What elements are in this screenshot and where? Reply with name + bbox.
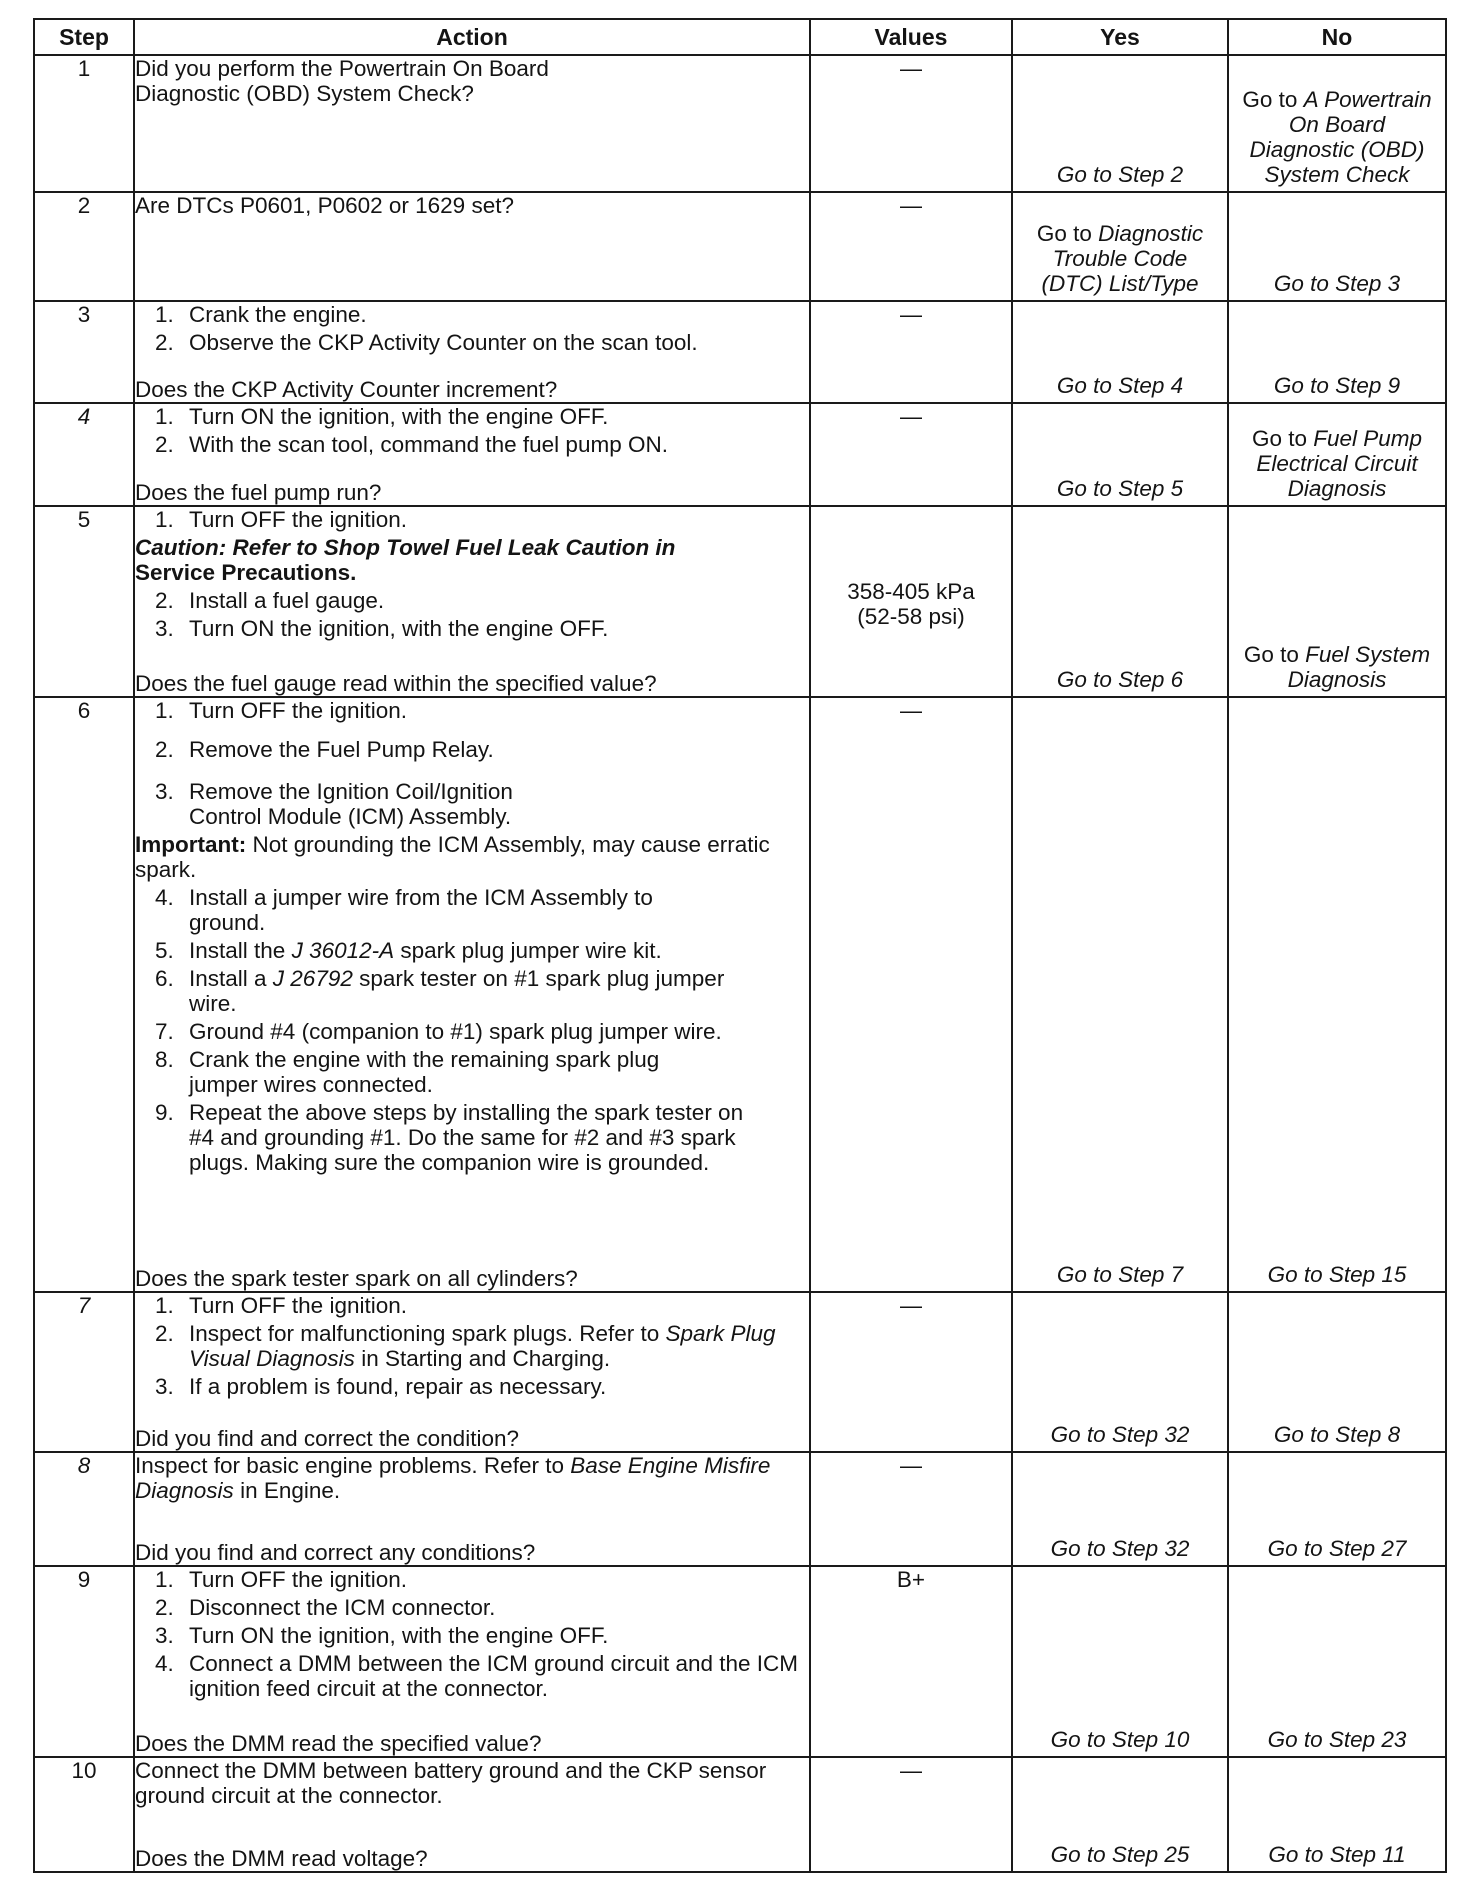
- yes-cell: [1012, 55, 1228, 192]
- header-action: Action: [134, 19, 810, 55]
- value-dash: —: [900, 301, 922, 327]
- action-cell: [134, 697, 810, 1292]
- list-item: [135, 1595, 809, 1620]
- no-text: [1229, 87, 1445, 187]
- item-text: [189, 966, 729, 1016]
- action-text: Are DTCs P0601, P0602 or 1629 set?: [135, 192, 514, 218]
- important-text: Not grounding the ICM Assembly, may cause erratic spark.: [135, 832, 770, 883]
- item-text-part: Install a: [189, 966, 273, 992]
- step-number: 9: [34, 1566, 134, 1757]
- no-text: Go to Step 23: [1267, 1727, 1407, 1753]
- value-dash: —: [900, 56, 922, 81]
- table-row-step-5: [34, 506, 1446, 697]
- no-text: Go to Step 8: [1273, 1421, 1401, 1447]
- question-text: Did you find and correct the condition?: [135, 1425, 519, 1451]
- item-text: Turn OFF the ignition.: [189, 506, 408, 532]
- list-item: [135, 507, 809, 532]
- no-prefix: Go to: [1242, 86, 1304, 112]
- item-text: Turn OFF the ignition.: [189, 698, 408, 724]
- action-cell: [134, 192, 810, 301]
- no-text: Go to Step 9: [1273, 373, 1401, 399]
- action-text: Did you perform the Powertrain On Board Diagnostic (OBD) System Check?: [135, 56, 549, 106]
- yes-prefix: Go to: [1036, 220, 1099, 246]
- item-text: Disconnect the ICM connector.: [189, 1595, 496, 1621]
- action-cell: [134, 1292, 810, 1451]
- action-text: Connect the DMM between battery ground and the CKP sensor ground circuit at the connector.: [135, 1758, 767, 1809]
- question-text: Does the fuel gauge read within the specified value?: [135, 671, 657, 697]
- header-yes: Yes: [1012, 19, 1228, 55]
- value-dash: —: [900, 404, 922, 430]
- header-step: Step: [34, 19, 134, 55]
- no-cell: [1228, 301, 1446, 404]
- list-item: [135, 1623, 809, 1648]
- no-cell: [1228, 1292, 1446, 1451]
- no-cell: [1228, 403, 1446, 506]
- procedure-list: [135, 698, 809, 829]
- item-text-part: spark tester on #1 spark plug jumper wire.: [189, 966, 725, 1017]
- yes-text: Go to Step 10: [1050, 1727, 1190, 1753]
- table-row-step-7: [34, 1292, 1446, 1451]
- action-content: [135, 1293, 809, 1450]
- table-row-step-2: [34, 192, 1446, 301]
- item-text: Install a jumper wire from the ICM Assembly to ground.: [189, 885, 653, 936]
- diagnostic-table: [33, 18, 1447, 1873]
- list-item: [135, 1047, 809, 1097]
- item-number: 3.: [155, 1374, 174, 1400]
- yes-cell: [1012, 301, 1228, 404]
- procedure-list: [135, 588, 809, 641]
- item-text: Crank the engine with the remaining spark plug jumper wires connected.: [189, 1047, 660, 1098]
- item-number: 3.: [155, 1623, 174, 1649]
- yes-text: Go to Step 7: [1056, 1262, 1184, 1288]
- reference-title: Spark Plug Visual Diagnosis: [189, 1321, 776, 1372]
- tool-number: J 26792: [272, 966, 353, 992]
- action-content: [135, 1758, 809, 1871]
- list-item: [135, 1374, 809, 1399]
- item-text: Ground #4 (companion to #1) spark plug jumper wire.: [189, 1019, 722, 1045]
- procedure-list: [135, 1293, 809, 1399]
- list-item: [135, 885, 809, 935]
- step-number: 7: [34, 1292, 134, 1451]
- no-text: [1229, 642, 1445, 692]
- action-cell: [134, 1566, 810, 1757]
- table-row-step-4: [34, 403, 1446, 506]
- table-row-step-8: [34, 1452, 1446, 1567]
- values-cell: [810, 403, 1012, 506]
- action-content: [135, 1567, 809, 1756]
- item-number: 1.: [155, 404, 174, 430]
- item-text: If a problem is found, repair as necessary.: [189, 1374, 607, 1400]
- item-text: Turn OFF the ignition.: [189, 1567, 408, 1593]
- procedure-list: [135, 507, 809, 532]
- item-number: 2.: [155, 1595, 174, 1621]
- item-text-part: Inspect for malfunctioning spark plugs. Refer to: [189, 1321, 666, 1347]
- question-text: Does the CKP Activity Counter increment?: [135, 377, 558, 403]
- item-number: 7.: [155, 1019, 174, 1045]
- table-row-step-6: [34, 697, 1446, 1292]
- yes-reference: Diagnostic Trouble Code (DTC) List/Type: [1041, 220, 1204, 296]
- values-cell: [810, 192, 1012, 301]
- value-dash: —: [900, 1758, 922, 1784]
- no-text: Go to Step 11: [1268, 1842, 1406, 1867]
- item-number: 1.: [155, 301, 174, 327]
- values-cell: [810, 1292, 1012, 1451]
- yes-cell: [1012, 697, 1228, 1292]
- yes-cell: [1012, 1757, 1228, 1872]
- no-text: Go to Step 27: [1267, 1536, 1407, 1562]
- values-cell: [810, 697, 1012, 1292]
- no-cell: [1228, 506, 1446, 697]
- item-text: Install a fuel gauge.: [189, 587, 385, 613]
- question-text: Does the fuel pump run?: [135, 479, 382, 505]
- table-row-step-3: [34, 301, 1446, 404]
- no-reference: Fuel System Diagnosis: [1287, 642, 1431, 693]
- no-cell: [1228, 1566, 1446, 1757]
- reference-title: Base Engine Misfire Diagnosis: [135, 1452, 771, 1503]
- values-cell: [810, 1452, 1012, 1567]
- item-text-part: Install the: [189, 938, 292, 964]
- item-number: 1.: [155, 1567, 174, 1593]
- action-cell: [134, 55, 810, 192]
- yes-cell: [1012, 1292, 1228, 1451]
- item-text: Remove the Fuel Pump Relay.: [189, 737, 494, 763]
- list-item: [135, 1321, 809, 1371]
- values-cell: [810, 1757, 1012, 1872]
- list-item: [135, 966, 809, 1016]
- list-item: [135, 330, 809, 355]
- procedure-list: [135, 1567, 809, 1701]
- no-cell: [1228, 1452, 1446, 1567]
- header-no: No: [1228, 19, 1446, 55]
- yes-cell: [1012, 506, 1228, 697]
- item-number: 9.: [155, 1100, 174, 1126]
- yes-cell: [1012, 403, 1228, 506]
- list-item: [135, 432, 809, 457]
- yes-text: Go to Step 25: [1050, 1842, 1190, 1867]
- yes-cell: [1012, 1452, 1228, 1567]
- step-number: 10: [34, 1757, 134, 1872]
- procedure-list: [135, 404, 809, 457]
- list-item: [135, 1019, 809, 1044]
- item-number: 6.: [155, 966, 174, 992]
- item-number: 4.: [155, 885, 174, 911]
- list-item: [135, 737, 809, 762]
- important-note: [135, 832, 809, 882]
- caution-note: [135, 535, 809, 585]
- question-text: Did you find and correct any conditions?: [135, 1540, 536, 1566]
- item-text: Crank the engine.: [189, 301, 367, 327]
- item-number: 1.: [155, 698, 174, 724]
- action-content: [135, 404, 809, 505]
- action-content: [135, 302, 809, 403]
- no-text: Go to Step 15: [1267, 1262, 1407, 1288]
- item-number: 2.: [155, 432, 174, 458]
- action-body: [135, 507, 809, 641]
- action-cell: [134, 301, 810, 404]
- yes-text: Go to Step 32: [1050, 1536, 1190, 1562]
- item-text: Repeat the above steps by installing the spark tester on #4 and grounding #1. Do the same for #2 and #3 spark plugs. Making sure the companion wire is grounded.: [189, 1100, 744, 1176]
- header-row: [34, 19, 1446, 55]
- action-text-part: in Engine.: [233, 1477, 341, 1503]
- action-cell: [134, 403, 810, 506]
- item-number: 2.: [155, 737, 174, 763]
- values-cell: [810, 506, 1012, 697]
- important-label: Important:: [135, 832, 247, 858]
- no-cell: [1228, 1757, 1446, 1872]
- item-text: [189, 938, 809, 963]
- procedure-list: [135, 302, 809, 355]
- item-text: Turn OFF the ignition.: [189, 1293, 408, 1319]
- yes-text: Go to Step 5: [1056, 475, 1184, 501]
- value-line: 358-405 kPa: [847, 578, 975, 604]
- no-cell: [1228, 697, 1446, 1292]
- action-content: [135, 507, 809, 696]
- values-cell: [810, 55, 1012, 192]
- list-item: [135, 779, 809, 829]
- question-text: Does the spark tester spark on all cylinders?: [135, 1266, 578, 1292]
- list-item: [135, 1567, 809, 1592]
- list-item: [135, 616, 809, 641]
- no-cell: [1228, 192, 1446, 301]
- item-text: [189, 1321, 809, 1371]
- value-text: B+: [896, 1567, 926, 1593]
- step-number: 3: [34, 301, 134, 404]
- action-cell: [134, 1757, 810, 1872]
- table-row-step-1: [34, 55, 1446, 192]
- step-number: 1: [34, 55, 134, 192]
- value-dash: —: [900, 192, 922, 218]
- values-cell: [810, 301, 1012, 404]
- item-number: 2.: [155, 329, 174, 355]
- action-body: [135, 698, 809, 1175]
- no-text: Go to Step 3: [1273, 270, 1401, 296]
- yes-text: [1013, 221, 1227, 296]
- item-number: 5.: [155, 938, 174, 964]
- procedure-list: [135, 885, 809, 1175]
- item-text: Observe the CKP Activity Counter on the scan tool.: [189, 329, 698, 355]
- item-text-part: spark plug jumper wire kit.: [394, 938, 662, 964]
- question-text: Does the DMM read voltage?: [135, 1846, 428, 1871]
- yes-text: Go to Step 2: [1056, 161, 1184, 187]
- value-dash: —: [900, 698, 922, 724]
- yes-cell: [1012, 1566, 1228, 1757]
- step-number: 5: [34, 506, 134, 697]
- item-text: Remove the Ignition Coil/Ignition Control Module (ICM) Assembly.: [189, 779, 513, 830]
- no-text: [1229, 426, 1445, 501]
- list-item: [135, 938, 809, 963]
- no-prefix: Go to: [1251, 425, 1314, 451]
- no-prefix: Go to: [1243, 642, 1306, 668]
- values-cell: [810, 1566, 1012, 1757]
- tool-number: J 36012-A: [291, 938, 395, 964]
- item-text: Connect a DMM between the ICM ground circuit and the ICM ignition feed circuit at the connector.: [189, 1651, 799, 1702]
- action-content: [135, 1453, 809, 1566]
- no-cell: [1228, 55, 1446, 192]
- no-reference: Fuel Pump Electrical Circuit Diagnosis: [1256, 425, 1423, 501]
- yes-text: Go to Step 6: [1056, 667, 1184, 693]
- yes-text: Go to Step 4: [1056, 373, 1184, 399]
- yes-cell: [1012, 192, 1228, 301]
- item-number: 8.: [155, 1047, 174, 1073]
- list-item: [135, 698, 809, 723]
- value-dash: —: [900, 1452, 922, 1478]
- list-item: [135, 404, 809, 429]
- action-text: [135, 1453, 775, 1503]
- item-text-part: in Starting and Charging.: [354, 1346, 611, 1372]
- action-content: [135, 698, 809, 1291]
- item-number: 2.: [155, 587, 174, 613]
- item-text: Turn ON the ignition, with the engine OFF.: [189, 1623, 609, 1649]
- header-values: Values: [810, 19, 1012, 55]
- list-item: [135, 1100, 809, 1175]
- step-number: 8: [34, 1452, 134, 1567]
- step-number: 6: [34, 697, 134, 1292]
- step-number: 2: [34, 192, 134, 301]
- list-item: [135, 1651, 809, 1701]
- value-line: (52-58 psi): [857, 603, 965, 629]
- item-number: 4.: [155, 1651, 174, 1677]
- item-text: Turn ON the ignition, with the engine OFF.: [189, 404, 609, 430]
- list-item: [135, 302, 809, 327]
- no-reference: A Powertrain On Board Diagnostic (OBD) System Check: [1249, 86, 1432, 187]
- value-dash: —: [900, 1293, 922, 1319]
- item-number: 2.: [155, 1321, 174, 1347]
- item-number: 3.: [155, 615, 174, 641]
- yes-text: Go to Step 32: [1050, 1421, 1190, 1447]
- action-cell: [134, 506, 810, 697]
- caution-text: Caution: Refer to Shop Towel Fuel Leak Caution in: [135, 534, 676, 560]
- action-cell: [134, 1452, 810, 1567]
- item-text: Turn ON the ignition, with the engine OFF.: [189, 615, 609, 641]
- item-text: With the scan tool, command the fuel pump ON.: [189, 432, 668, 458]
- step-number: 4: [34, 403, 134, 506]
- caution-source: Service Precautions.: [135, 559, 357, 585]
- action-text-part: Inspect for basic engine problems. Refer to: [135, 1452, 571, 1478]
- table-row-step-9: [34, 1566, 1446, 1757]
- table-row-step-10: [34, 1757, 1446, 1872]
- item-number: 1.: [155, 506, 174, 532]
- list-item: [135, 1293, 809, 1318]
- list-item: [135, 588, 809, 613]
- item-number: 1.: [155, 1293, 174, 1319]
- question-text: Does the DMM read the specified value?: [135, 1731, 542, 1757]
- item-number: 3.: [155, 779, 174, 805]
